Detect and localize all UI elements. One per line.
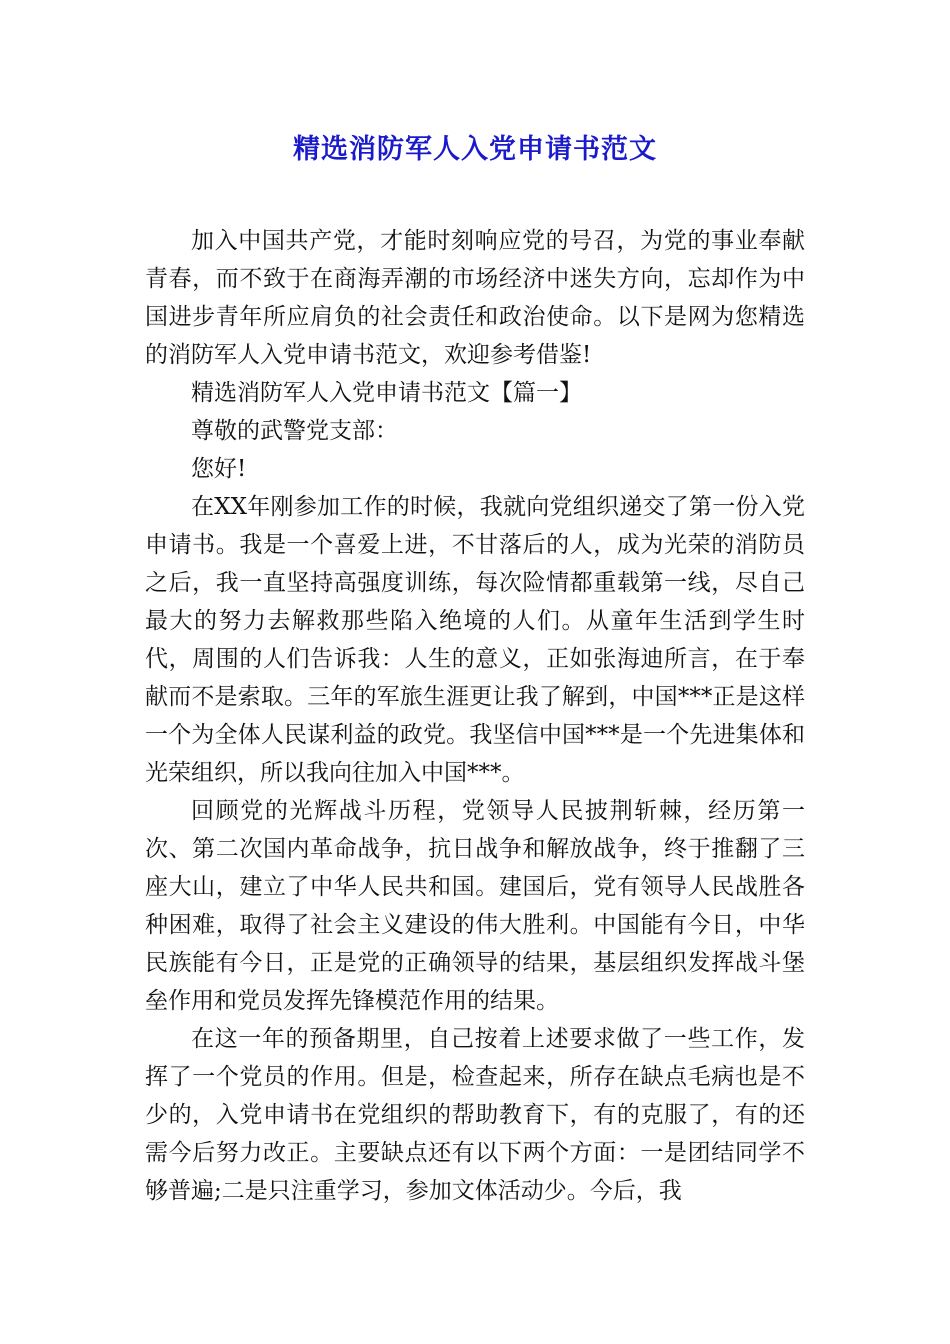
paragraph-body-1: 在XX年刚参加工作的时候，我就向党组织递交了第一份入党申请书。我是一个喜爱上进，不甘落后的人，成为光荣的消防员之后，我一直坚持高强度训练，每次险情都重载第一线，尽自己最大的努力去解救那些陷入绝境的人们。从童年生活到学生时代，周围的人们告诉我：人生的意义，正如张海迪所言，在于奉献而不是索取。三年的军旅生涯更让我了解到，中国***正是这样一个为全体人民谋利益的政党。我坚信中国***是一个先进集体和光荣组织，所以我向往加入中国***。 [145, 494, 805, 786]
paragraph-body-2: 回顾党的光辉战斗历程，党领导人民披荆斩棘，经历第一次、第二次国内革命战争，抗日战争和解放战争，终于推翻了三座大山，建立了中华人民共和国。建国后，党有领导人民战胜各种困难，取得了社会主义建设的伟大胜利。中国能有今日，中华民族能有今日，正是党的正确领导的结果，基层组织发挥战斗堡垒作用和党员发挥先锋模范作用的结果。 [145, 798, 805, 1014]
greeting: 您好! [191, 456, 247, 482]
salutation: 尊敬的武警党支部： [191, 418, 398, 444]
paragraph-body-3: 在这一年的预备期里，自己按着上述要求做了一些工作，发挥了一个党员的作用。但是，检查起来，所存在缺点毛病也是不少的，入党申请书在党组织的帮助教育下，有的克服了，有的还需今后努力改正。主要缺点还有以下两个方面：一是团结同学不够普遍;二是只注重学习，参加文体活动少。今后，我 [145, 1026, 805, 1204]
document-title: 精选消防军人入党申请书范文 [293, 134, 657, 165]
paragraph-intro: 加入中国共产党，才能时刻响应党的号召，为党的事业奉献青春，而不致于在商海弄潮的市场经济中迷失方向，忘却作为中国进步青年所应肩负的社会责任和政治使命。以下是网为您精选的消防军人入党申请书范文，欢迎参考借鉴! [145, 228, 805, 368]
document-body [145, 222, 805, 1210]
section-heading: 精选消防军人入党申请书范文【篇一】 [191, 380, 582, 406]
